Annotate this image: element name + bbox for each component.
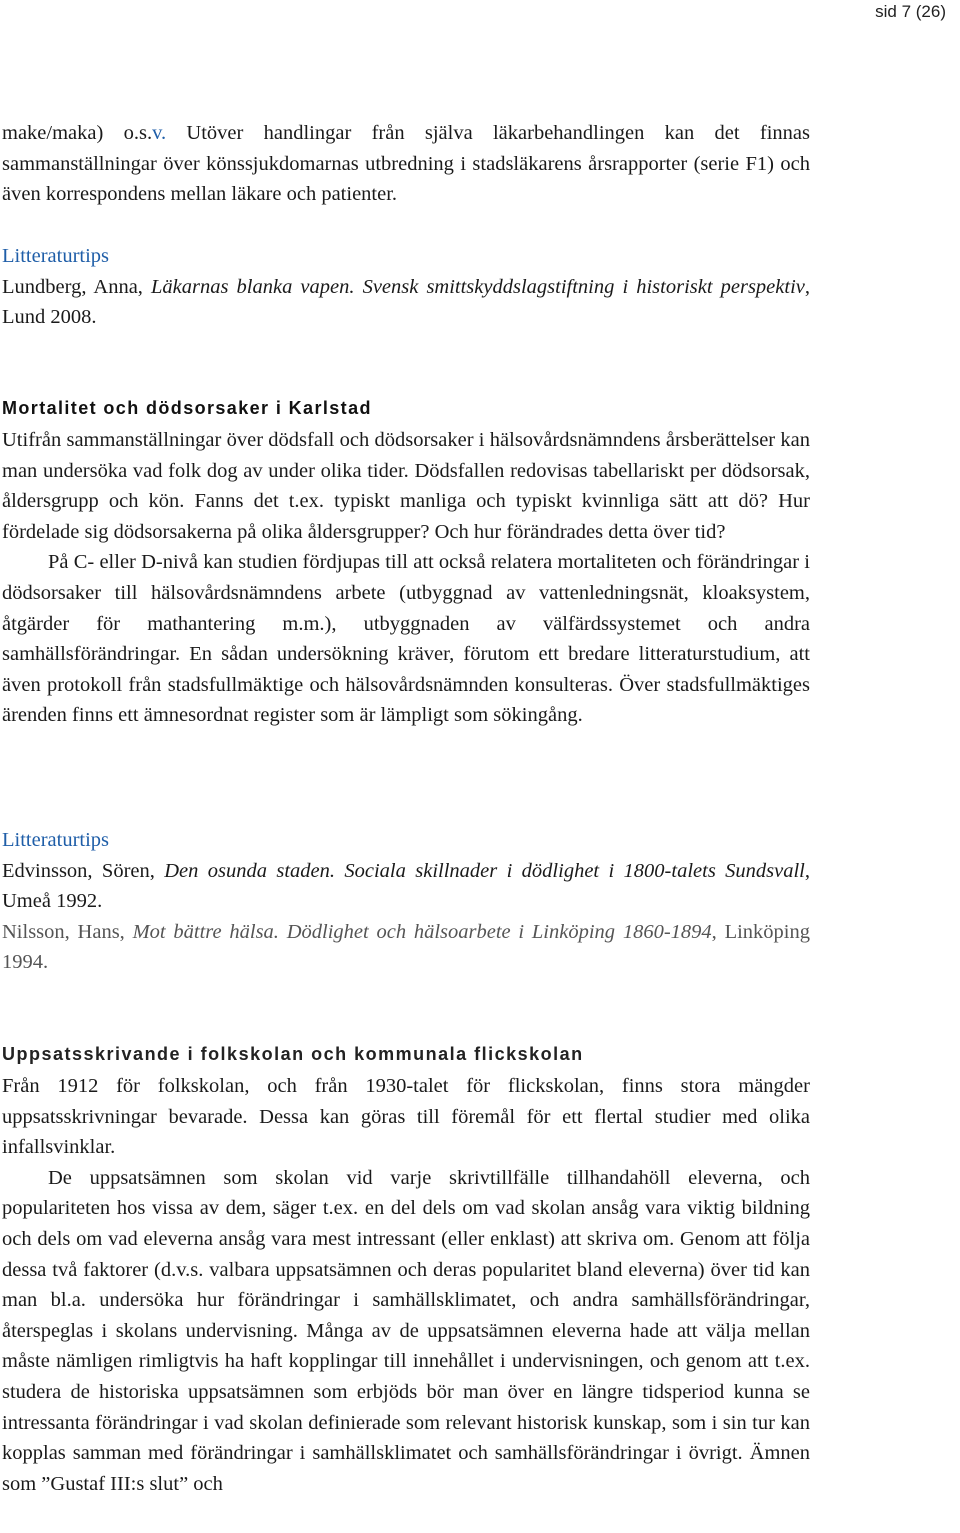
page-number: sid 7 (26)	[875, 2, 946, 21]
essay-paragraph-2: De uppsatsämnen som skolan vid varje skrivtillfälle tillhandahöll eleverna, och populariteten hos vissa av dem, säger t.ex. en del dels om vad skolan ansåg vara viktig bildning och dels om vad eleverna ansåg vara mest intressant (eller enklast) att skriva om. Genom att följa dessa två faktorer (d.v.s. valbara uppsatsämnen och deras popularitet bland eleverna) över tid kan man bl.a. undersöka hur förändringar i samhällsklimatet, och andra samhällsförändringar, återspeglas i skolans undervisning. Många av de uppsatsämnen eleverna hade att välja mellan måste nämligen rimligtvis ha haft kopplingar till innehållet i undervisningen, och genom att t.ex. studera de historiska uppsatsämnen som erbjöds bör man över en längre tidsperiod kunna se intressanta förändringar i vad skolan definierade som relevant historisk kunskap, som i sin tur kan kopplas samman med förändringar i samhällsklimatet och samhällsförändringar i övrigt. Ämnen som ”Gustaf III:s slut” och	[2, 1166, 810, 1495]
reference-place-year: , Lund 2008.	[2, 275, 810, 329]
intro-block	[2, 118, 810, 210]
intro-paragraph	[2, 118, 810, 210]
mortality-paragraph-1: Utifrån sammanställningar över dödsfall och dödsorsaker i hälsovårdsnämndens årsberättelser kan man undersöka vad folk dog av under olika tider. Dödsfallen redovisas tabellariskt per dödsorsak, åldersgrupp och kön. Fanns det t.ex. typiskt manliga och typiskt kvinnliga sätt att dö? Hur fördelade sig dödsorsakerna på olika åldersgrupper? Och hur förändrades detta över tid?	[2, 429, 810, 543]
reference-author: Edvinsson, Sören,	[2, 859, 165, 882]
reference-place-year: , Linköping 1994.	[2, 920, 810, 974]
reference-title: Den osunda staden. Sociala skillnader i dödlighet i 1800-talets Sundsvall	[164, 859, 805, 882]
section-essay-writing	[2, 1039, 810, 1499]
literature-reference	[2, 917, 810, 978]
reference-place-year: , Umeå 1992.	[2, 859, 811, 913]
literature-tips-1	[2, 241, 810, 333]
reference-author: Nilsson, Hans,	[2, 920, 133, 943]
section-mortality	[2, 393, 810, 731]
literature-reference	[2, 272, 810, 333]
reference-title: Läkarnas blanka vapen. Svensk smittskyddslagstiftning i historiskt perspektiv	[151, 275, 805, 298]
intro-lead-link[interactable]: v.	[152, 122, 167, 144]
reference-title: Mot bättre hälsa. Dödlighet och hälsoarbete i Linköping 1860-1894	[132, 920, 712, 943]
reference-author: Lundberg, Anna,	[2, 275, 152, 298]
literature-reference	[2, 856, 810, 917]
literature-tips-label[interactable]: Litteraturtips	[2, 829, 110, 851]
section-heading-mortality: Mortalitet och dödsorsaker i Karlstad	[2, 398, 372, 418]
essay-paragraph-1: Från 1912 för folkskolan, och från 1930-talet för flickskolan, finns stora mängder uppsatsskrivningar bevarade. Dessa kan göras till föremål för ett flertal studier med olika infallsvinklar.	[2, 1075, 810, 1159]
intro-text: Utöver handlingar från själva läkarbehandlingen kan det finnas sammanställningar över könssjukdomarnas utbredning i stadsläkarens årsrapporter (serie F1) och även korrespondens mellan läkare och patienter.	[2, 122, 810, 206]
literature-tips-2	[2, 825, 810, 978]
mortality-paragraph-2: På C- eller D-nivå kan studien fördjupas till att också relatera mortaliteten och förändringar i dödsorsaker till hälsovårdsnämndens arbete (utbyggnad av vattenledningsnät, kloaksystem, åtgärder för mathantering m.m.), utbyggnaden av välfärdssystemet och andra samhällsförändringar. En sådan undersökning kräver, förutom ett bredare litteraturstudium, att även protokoll från stadsfullmäktige och hälsovårdsnämnden konsulteras. Över stadsfullmäktiges ärenden finns ett ämnesordnat register som är lämpligt som sökingång.	[2, 551, 810, 727]
intro-lead: make/maka) o.s.	[2, 122, 153, 144]
section-heading-essay-writing: Uppsatsskrivande i folkskolan och kommunala flickskolan	[2, 1044, 584, 1064]
literature-tips-label[interactable]: Litteraturtips	[2, 245, 110, 267]
